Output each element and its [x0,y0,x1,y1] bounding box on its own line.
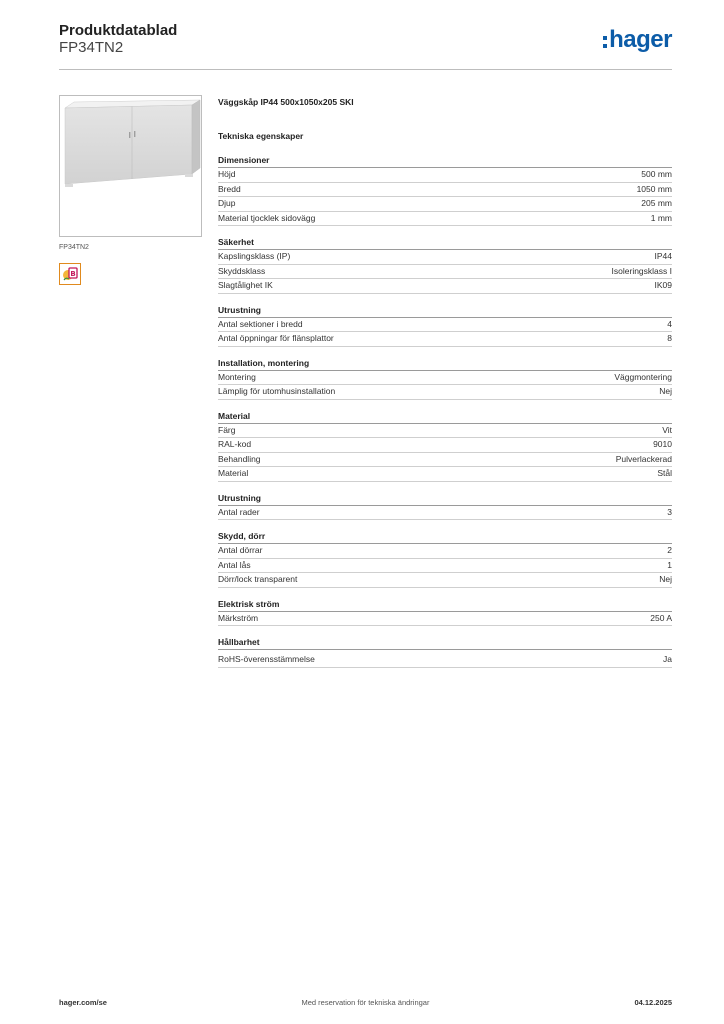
spec-row [218,212,672,227]
spec-row [218,197,672,212]
spec-label: Antal dörrar [218,545,263,555]
hager-logo [603,26,672,54]
spec-row [218,265,672,280]
section-title: Säkerhet [218,237,672,250]
spec-value: 3 [667,506,672,517]
section-title: Dimensioner [218,155,672,168]
spec-label: Märkström [218,612,259,623]
spec-label: Antal lås [218,559,251,570]
spec-row [218,467,672,482]
technical-properties-heading: Tekniska egenskaper [218,131,304,141]
product-description: Väggskåp IP44 500x1050x205 SKI [218,97,354,107]
spec-value: Nej [659,386,672,396]
spec-row [218,453,672,468]
spec-value: 250 A [650,612,672,623]
cabinet-illustration [60,96,203,238]
page-footer [59,998,672,1010]
spec-label: Antal öppningar för flänsplattor [218,333,334,343]
spec-value: Ja [663,654,672,664]
spec-row [218,544,672,559]
product-code: FP34TN2 [59,39,124,56]
spec-label: Kapslingsklass (IP) [218,251,291,261]
spec-value: 205 mm [641,198,672,208]
spec-value: 1 [667,559,672,570]
spec-section [218,599,672,627]
spec-label: Dörr/lock transparent [218,574,298,584]
spec-value: 500 mm [641,169,672,179]
spec-section [218,237,672,294]
spec-value: 4 [667,318,672,329]
eco-label-icon [59,263,81,285]
spec-label: Antal sektioner i bredd [218,318,303,329]
section-title: Material [218,411,672,424]
spec-label: Antal rader [218,506,260,517]
spec-row [218,612,672,627]
disclaimer: Med reservation för tekniska ändringar [301,998,430,1007]
spec-row [218,332,672,347]
svg-text:B: B [70,270,76,278]
spec-value: Vit [662,424,672,435]
spec-row [218,559,672,574]
spec-section [218,531,672,588]
logo-text: hager [609,26,672,53]
logo-dots-icon [603,36,607,48]
spec-value: 1 mm [650,212,672,223]
spec-section [218,155,672,226]
spec-value: IP44 [654,251,672,261]
spec-value: 2 [667,545,672,555]
image-caption: FP34TN2 [59,244,89,251]
page-header [59,22,672,70]
spec-section [218,358,672,400]
specifications [218,96,672,668]
spec-label: Material [218,468,249,478]
spec-value: 8 [667,333,672,343]
print-date: 04.12.2025 [634,998,672,1007]
spec-label: Material tjocklek sidovägg [218,212,316,223]
spec-label: Behandling [218,453,261,464]
spec-row [218,385,672,400]
spec-row [218,279,672,294]
product-image [59,95,202,237]
section-title: Hållbarhet [218,637,672,650]
spec-value: Isoleringsklass I [611,265,672,276]
spec-row [218,250,672,265]
spec-label: Lämplig för utomhusinstallation [218,386,336,396]
spec-row [218,318,672,333]
spec-label: RAL-kod [218,439,252,449]
spec-row [218,506,672,521]
spec-value: Nej [659,574,672,584]
spec-label: Slagtålighet IK [218,280,273,290]
spec-value: IK09 [654,280,672,290]
section-title: Installation, montering [218,358,672,371]
spec-label: Bredd [218,183,241,194]
spec-section [218,493,672,521]
spec-value: 1050 mm [636,183,672,194]
spec-row [218,438,672,453]
spec-row [218,371,672,386]
spec-label: Höjd [218,169,236,179]
website-link[interactable]: hager.com/se [59,998,107,1007]
spec-value: Väggmontering [614,371,672,382]
spec-label: Skyddsklass [218,265,266,276]
spec-label: Montering [218,371,256,382]
spec-row [218,168,672,183]
spec-label: RoHS-överensstämmelse [218,654,315,664]
spec-row [218,424,672,439]
section-title: Skydd, dörr [218,531,672,544]
section-title: Utrustning [218,493,672,506]
spec-value: Pulverlackerad [615,453,672,464]
spec-section [218,305,672,347]
spec-section [218,637,672,668]
spec-row [218,573,672,588]
spec-label: Djup [218,198,236,208]
spec-row [218,653,672,668]
section-title: Utrustning [218,305,672,318]
section-title: Elektrisk ström [218,599,672,612]
document-title: Produktdatablad [59,22,178,39]
spec-label: Färg [218,424,236,435]
spec-row [218,183,672,198]
spec-section [218,411,672,482]
spec-value: Stål [657,468,672,478]
spec-value: 9010 [653,439,672,449]
